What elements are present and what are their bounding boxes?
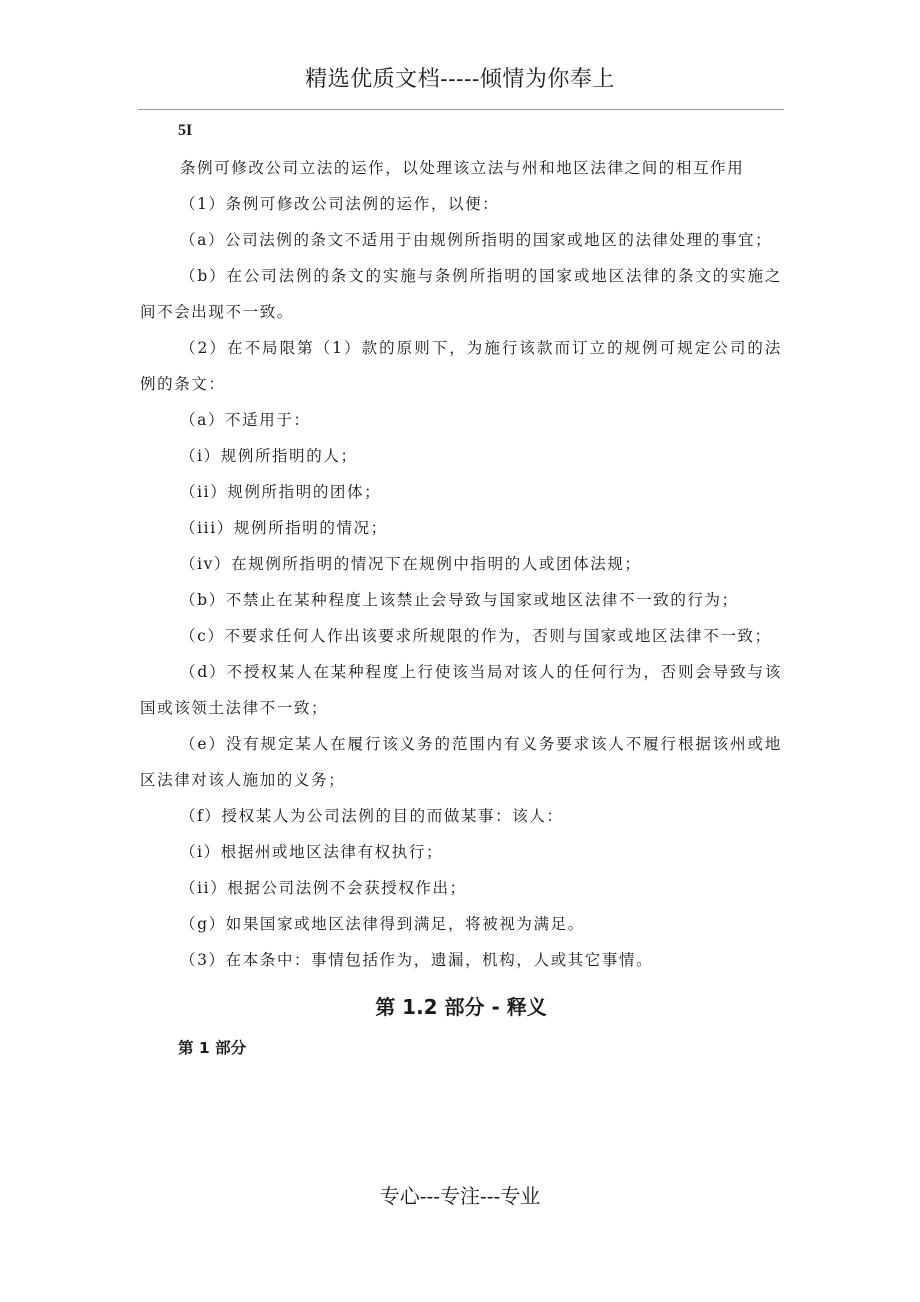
header-divider (138, 109, 784, 110)
document-body (140, 116, 782, 1064)
paragraph: （ii）规例所指明的团体； (180, 483, 382, 501)
paragraph: （3）在本条中：事情包括作为，遗漏，机构，人或其它事情。 (180, 951, 654, 969)
paragraph: （a）公司法例的条文不适用于由规例所指明的国家或地区的法律处理的事宜； (180, 231, 773, 249)
paragraph: （f）授权某人为公司法例的目的而做某事：该人： (180, 807, 564, 825)
paragraph: （iv）在规例所指明的情况下在规例中指明的人或团体法规； (180, 555, 642, 573)
paragraph: （ii）根据公司法例不会获授权作出； (180, 879, 467, 897)
paragraph: （b）在公司法例的条文的实施与条例所指明的国家或地区法律的条文的实施之间不会出现不一致。 (140, 267, 782, 321)
paragraph: （1）条例可修改公司法例的运作，以便： (180, 195, 500, 213)
page-header: 精选优质文档-----倾情为你奉上 (305, 67, 615, 92)
paragraph: （2）在不局限第（1）款的原则下，为施行该款而订立的规例可规定公司的法例的条文： (140, 339, 782, 393)
paragraph: （i）根据州或地区法律有权执行； (180, 843, 444, 861)
part-heading: 第 1.2 部分 - 释义 (375, 995, 547, 1019)
paragraph: （i）规例所指明的人； (180, 447, 358, 465)
section-number: 5I (178, 122, 193, 139)
paragraph: （b）不禁止在某种程度上该禁止会导致与国家或地区法律不一致的行为； (180, 591, 739, 609)
paragraph: （g）如果国家或地区法律得到满足，将被视为满足。 (180, 915, 585, 933)
paragraph: 条例可修改公司立法的运作，以处理该立法与州和地区法律之间的相互作用 (180, 159, 745, 177)
part-subheading: 第 1 部分 (178, 1039, 247, 1057)
paragraph: （c）不要求任何人作出该要求所规限的作为，否则与国家或地区法律不一致； (180, 627, 772, 645)
paragraph: （a）不适用于： (180, 411, 311, 429)
paragraph: （e）没有规定某人在履行该义务的范围内有义务要求该人不履行根据该州或地区法律对该人施加的义务； (140, 735, 782, 789)
paragraph: （iii）规例所指明的情况； (180, 519, 388, 537)
paragraph: （d）不授权某人在某种程度上行使该当局对该人的任何行为，否则会导致与该国或该领土法律不一致； (140, 663, 782, 717)
page-footer: 专心---专注---专业 (379, 1184, 541, 1208)
